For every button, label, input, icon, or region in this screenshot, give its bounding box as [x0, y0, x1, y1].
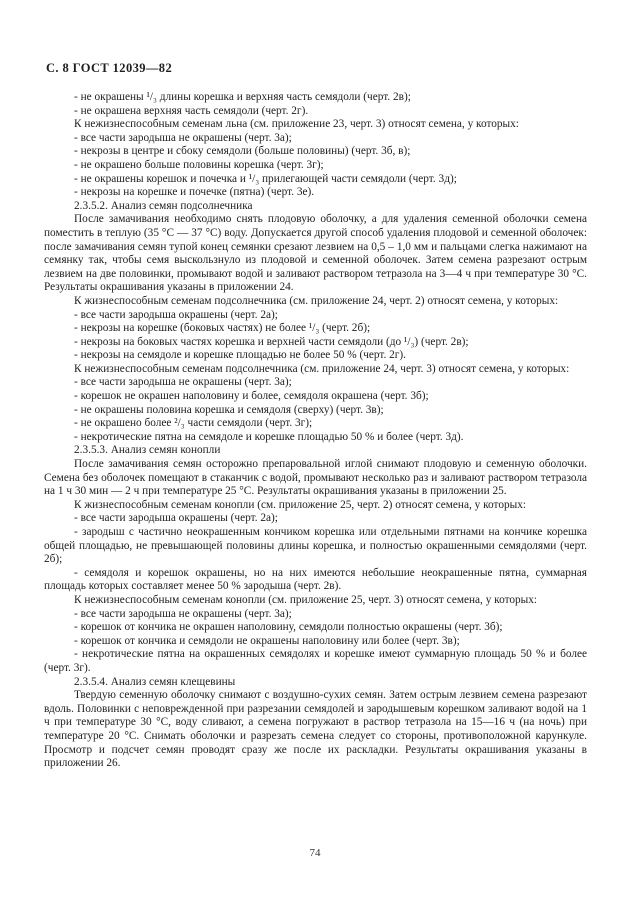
paragraph: - некрозы на корешке (боковых частях) не более ¹/₃ (черт. 2б);: [74, 322, 371, 335]
section-heading: 2.3.5.3. Анализ семян конопли: [74, 444, 221, 457]
paragraph: - зародыш с частично неокрашенным кончиком корешка или отдельными пятнами на кончике корешка общей площадью, не превышающей половины длины корешка, и полностью окрашенными семядолями (черт. 2б);: [44, 526, 587, 566]
paragraph: Твердую семенную оболочку снимают с воздушно-сухих семян. Затем острым лезвием семена разрезают вдоль. Половинки с неповрежденной при разрезании семядолей и зародышевым корешком заливают водой на 1 ч при температуре 30 °С, воду сливают, а семена погружают в раствор тетразола на 15—16 ч (на ночь) при температуре 20 °С. Снимать оболочки и разрезать семена следует со стороны, противоположной карункуле. Просмотр и подсчет семян проводят сразу же после их раскладки. Результаты окрашивания указаны в приложении 26.: [44, 689, 587, 770]
section-heading: 2.3.5.4. Анализ семян клещевины: [74, 675, 236, 688]
paragraph: - не окрашена верхняя часть семядоли (черт. 2г).: [74, 104, 309, 117]
paragraph: К нежизнеспособным семенам конопли (см. приложение 25, черт. 3) относят семена, у которых:: [74, 593, 538, 606]
paragraph: - все части зародыша не окрашены (черт. 3а);: [74, 607, 292, 620]
paragraph: - все части зародыша окрашены (черт. 2а);: [74, 308, 278, 321]
paragraph: - не окрашено более ²/₃ части семядоли (черт. 3г);: [74, 417, 313, 430]
paragraph: - все части зародыша окрашены (черт. 2а);: [74, 512, 278, 525]
page-number: 74: [309, 847, 321, 859]
paragraph: - все части зародыша не окрашены (черт. 3а);: [74, 376, 292, 389]
paragraph: - не окрашены корешок и почечка и ¹/₃ прилегающей части семядоли (черт. 3д);: [74, 172, 457, 185]
paragraph: - не окрашены ¹/₃ длины корешка и верхняя часть семядоли (черт. 2в);: [74, 91, 411, 103]
paragraph: - семядоля и корешок окрашены, но на них имеются небольшие неокрашенные пятна, суммарная площадь которых составляет менее 50 % зародыша (черт. 2в).: [44, 566, 587, 593]
paragraph: К жизнеспособным семенам подсолнечника (см. приложение 24, черт. 2) относят семена, у которых:: [74, 294, 559, 307]
paragraph: - некротические пятна на семядоле и корешке площадью 50 % и более (черт. 3д).: [74, 430, 464, 443]
paragraph: К жизнеспособным семенам конопли (см. приложение 25, черт. 2) относят семена, у которых:: [74, 498, 526, 511]
section-heading: 2.3.5.2. Анализ семян подсолнечника: [74, 199, 253, 212]
paragraph: К нежизнеспособным семенам подсолнечника (см. приложение 24, черт. 3) относят семена, у которых:: [74, 362, 570, 375]
paragraph: - корешок не окрашен наполовину и более, семядоля окрашена (черт. 3б);: [74, 390, 429, 403]
paragraph: - некротические пятна на окрашенных семядолях и корешке имеют суммарную площадь 50 % и более (черт. 3г).: [44, 648, 587, 674]
paragraph: - корешок от кончика не окрашен наполовину, семядоли полностью окрашены (черт. 3б);: [74, 621, 503, 634]
paragraph: - корешок от кончика и семядоли не окрашены наполовину или более (черт. 3в);: [74, 634, 460, 647]
running-header: С. 8 ГОСТ 12039—82: [46, 61, 173, 75]
paragraph: - некрозы на корешке и почечке (пятна) (черт. 3е).: [74, 186, 315, 199]
paragraph: После замачивания семян осторожно препаровальной иглой снимают плодовую и семенную оболочки. Семена без оболочек помещают в стаканчик с водой, промывают несколько раз и заливают раствором тетразола на 1 ч 30 мин — 2 ч при температуре 25 °С. Результаты окрашивания указаны в приложении 25.: [44, 458, 587, 498]
paragraph: - некрозы на боковых частях корешка и верхней части семядоли (до ¹/₃) (черт. 2в);: [74, 335, 469, 348]
paragraph: - все части зародыша не окрашены (черт. 3а);: [74, 131, 292, 144]
paragraph: - не окрашены половина корешка и семядоля (сверху) (черт. 3в);: [74, 403, 384, 416]
paragraph: К нежизнеспособным семенам льна (см. приложение 23, черт. 3) относят семена, у которых:: [74, 118, 519, 131]
paragraph: После замачивания необходимо снять плодовую оболочку, а для удаления семенной оболочки семена поместить в теплую (35 °С — 37 °С) воду. Допускается другой способ удаления плодовой и семенной оболочек: после замачивания семян тупой конец семянки срезают лезвием на 0,5 – 1,0 мм и пальцами слегка нажимают на семянку так, чтобы семя выскользнуло из плодовой и семенной оболочек. Затем семена разрезают острым лезвием на две половинки, промывают водой и заливают раствором тетразола на 3—4 ч при температуре 30 °С. Результаты окрашивания указаны в приложении 24.: [44, 213, 587, 294]
paragraph: - не окрашено больше половины корешка (черт. 3г);: [74, 158, 324, 171]
paragraph: - некрозы на семядоле и корешке площадью не более 50 % (черт. 2г).: [74, 349, 407, 362]
paragraph: - некрозы в центре и сбоку семядоли (больше половины) (черт. 3б, в);: [74, 145, 411, 158]
document-body: [44, 91, 587, 771]
